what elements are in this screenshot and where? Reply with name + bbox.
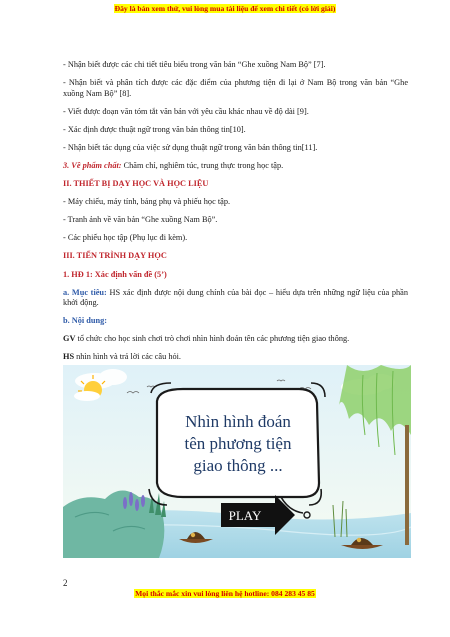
activity1-heading: 1. HĐ 1: Xác định vấn đề (5’) <box>63 269 167 279</box>
objective-line: - Xác định được thuật ngữ trong văn bản thông tin[10]. <box>63 124 246 134</box>
quality-line <box>63 161 408 172</box>
goal-line <box>63 288 408 309</box>
hs-text: nhìn hình và trả lời các câu hỏi. <box>74 352 181 362</box>
objective-line: - Nhận biết được các chi tiết tiêu biểu trong văn bản “Ghe xuồng Nam Bộ” [7]. <box>63 60 326 69</box>
objective-line: - Viết được đoạn văn tóm tắt văn bản với yêu cầu khác nhau về độ dài [9]. <box>63 106 309 116</box>
slide-title-line1: Nhìn hình đoán <box>185 412 291 431</box>
slide-title-line2: tên phương tiện <box>184 434 292 453</box>
equipment-item: - Máy chiếu, máy tính, bảng phụ và phiếu học tập. <box>63 197 231 207</box>
game-slide-graphic <box>63 365 411 558</box>
goal-text: HS xác định được nội dung chính của bài đọc – hiểu dựa trên những ngữ liệu của phần khởi động. <box>63 287 408 308</box>
bottom-notice <box>0 589 450 598</box>
hs-line <box>63 352 408 363</box>
equipment-item: - Các phiếu học tập (Phụ lục đi kèm). <box>63 233 188 243</box>
rock-hill <box>63 490 164 558</box>
top-notice <box>0 4 450 13</box>
objective-line: - Nhận biết và phân tích được các đặc điểm của phương tiện đi lại ở Nam Bộ trong văn bản “Ghe xuồng Nam Bộ” [8]. <box>63 78 408 98</box>
section3-heading: III. TIẾN TRÌNH DẠY HỌC <box>63 251 167 261</box>
hs-label: HS <box>63 352 75 362</box>
gv-label: GV <box>63 334 76 344</box>
goal-label: a. Mục tiêu: <box>63 287 107 297</box>
quality-text: Chăm chỉ, nghiêm túc, trung thực trong học tập. <box>121 160 284 170</box>
quality-label: 3. Về phẩm chất: <box>63 160 122 170</box>
top-notice-text: Đây là bản xem thử, vui lòng mua tài liệu để xem chi tiết (có lời giải) <box>114 4 336 13</box>
equipment-item: - Tranh ảnh về văn bản “Ghe xuồng Nam Bộ”. <box>63 215 218 225</box>
play-button-label: PLAY <box>228 508 262 523</box>
section2-heading: II. THIẾT BỊ DẠY HỌC VÀ HỌC LIỆU <box>63 179 209 189</box>
document-body <box>63 60 408 371</box>
gv-text: tổ chức cho học sinh chơi trò chơi nhìn hình đoán tên các phương tiện giao thông. <box>75 334 350 344</box>
page-number: 2 <box>63 578 68 588</box>
content-label: b. Nội dung: <box>63 316 108 326</box>
game-slide-illustration <box>63 365 411 558</box>
slide-title-line3: giao thông ... <box>193 456 283 475</box>
bottom-notice-text: Mọi thắc mắc xin vui lòng liên hệ hotline: 084 283 45 85 <box>135 589 315 598</box>
gv-line <box>63 334 408 345</box>
objective-line: - Nhận biết tác dụng của việc sử dụng thuật ngữ trong văn bản thông tin[11]. <box>63 142 318 152</box>
